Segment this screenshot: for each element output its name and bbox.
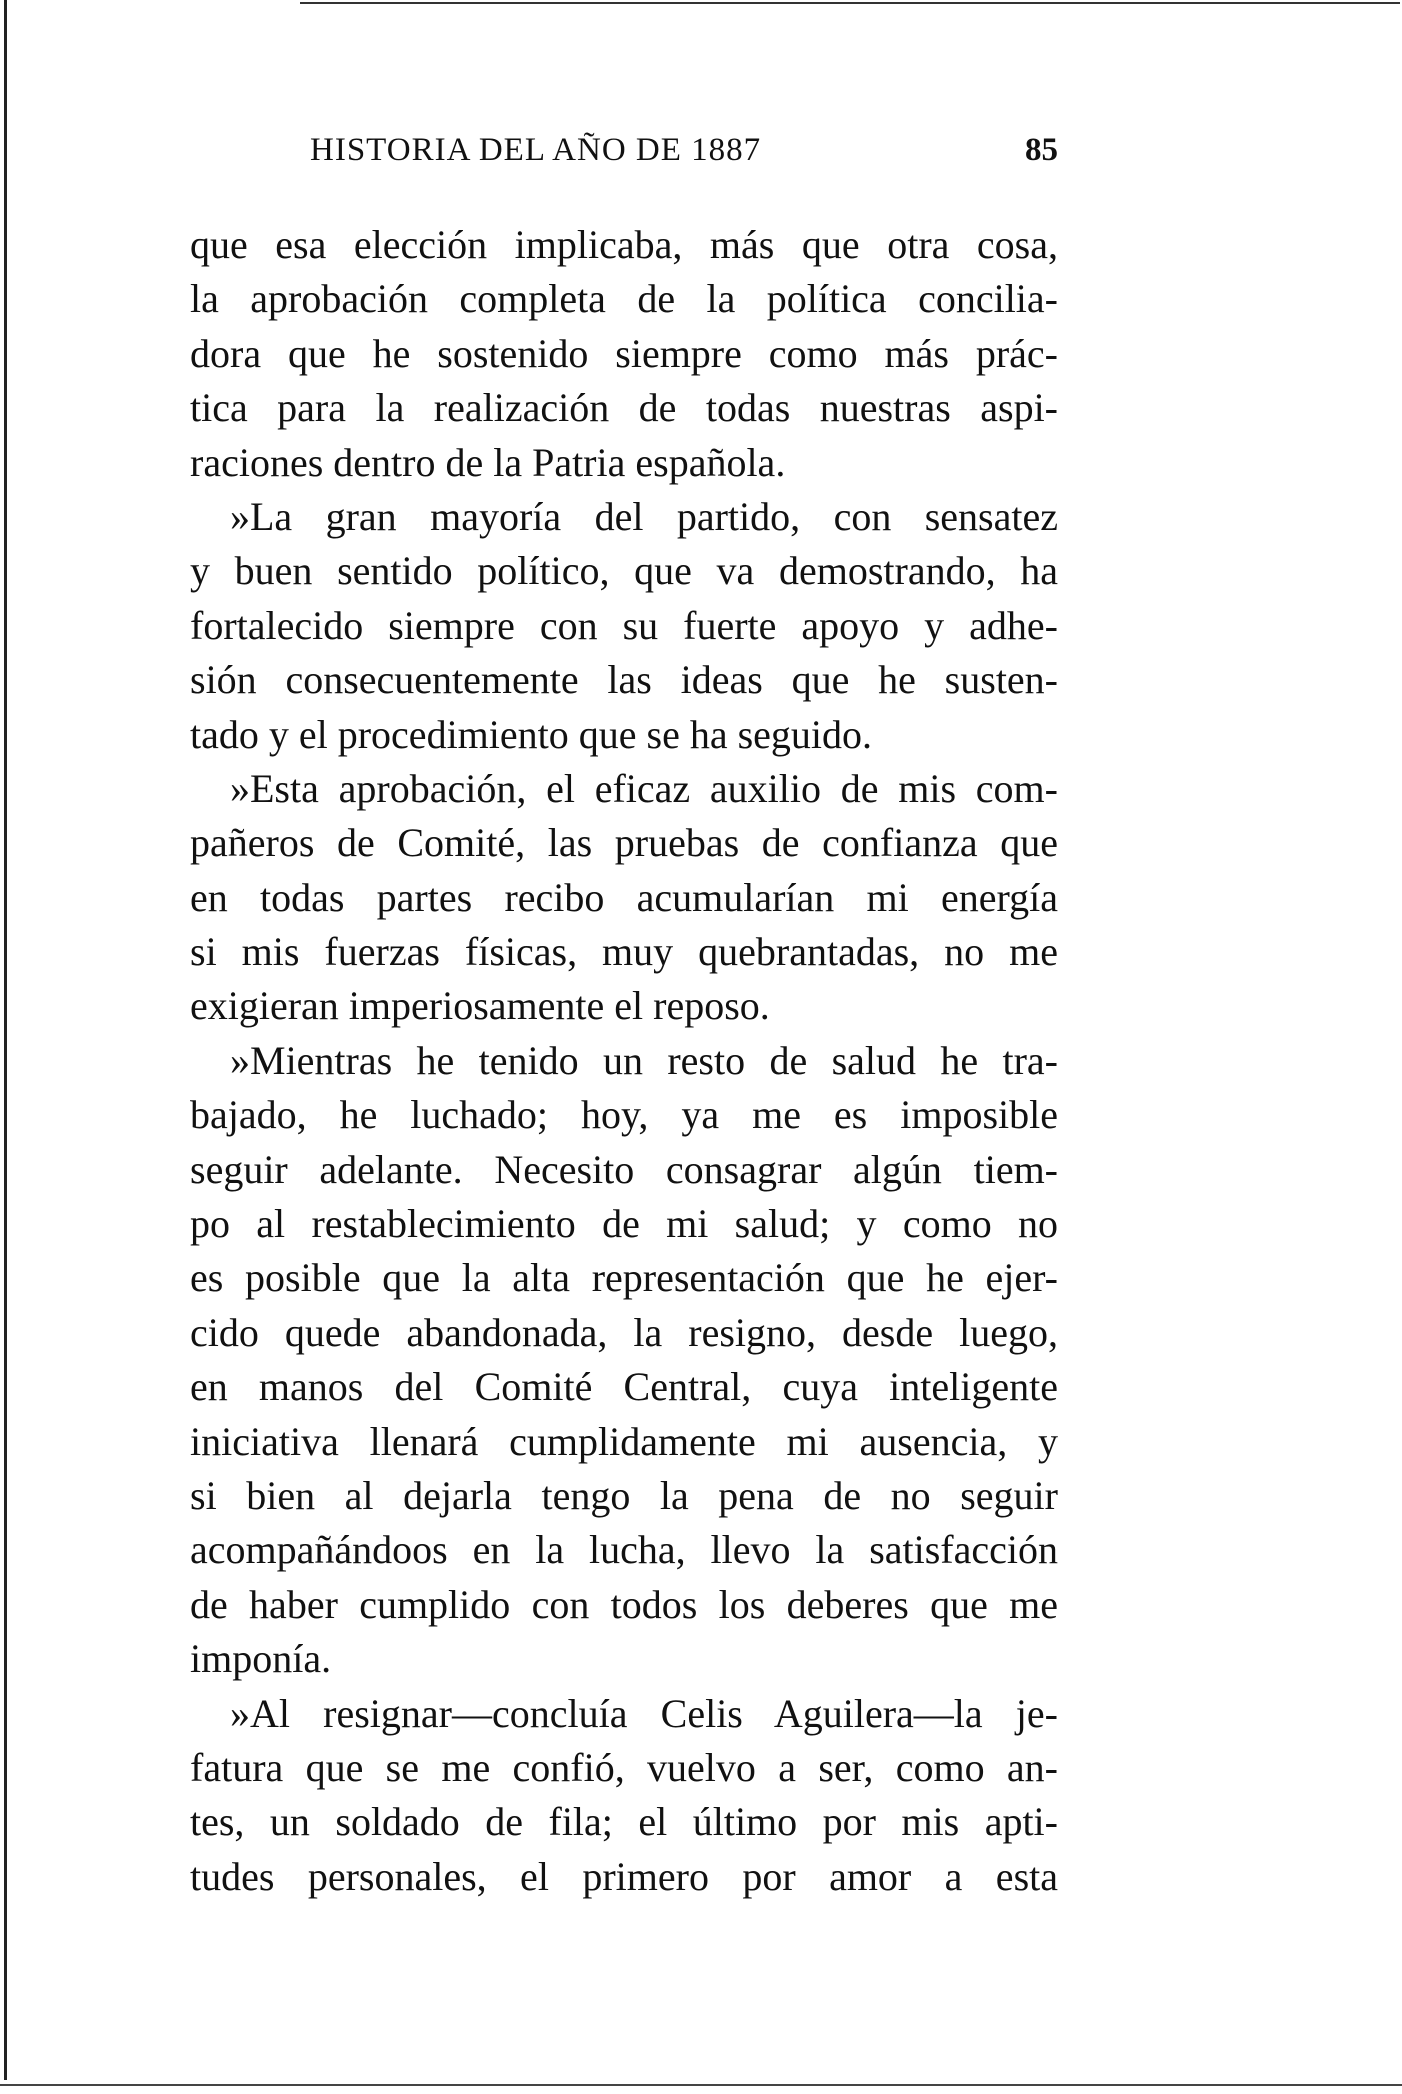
text-line: seguir adelante. Necesito consagrar algún tiem- (190, 1146, 1058, 1192)
text-line: bajado, he luchado; hoy, ya me es imposible (190, 1092, 1058, 1138)
text-line: tes, un soldado de fila; el último por mis apti- (190, 1799, 1058, 1845)
text-line: de haber cumplido con todos los deberes que me (190, 1581, 1058, 1627)
text-line: es posible que la alta representación que he ejer- (190, 1255, 1058, 1301)
text-line: que esa elección implicaba, más que otra cosa, (190, 222, 1058, 267)
text-line: fatura que se me confió, vuelvo a ser, como an- (190, 1744, 1058, 1790)
text-line: si bien al dejarla tengo la pena de no seguir (190, 1472, 1058, 1518)
text-line: en todas partes recibo acumularían mi energía (190, 874, 1058, 920)
body-text (190, 218, 1058, 1904)
text-line: po al restablecimiento de mi salud; y como no (190, 1201, 1058, 1247)
text-line: cido quede abandonada, la resigno, desde luego, (190, 1309, 1058, 1355)
text-line: tudes personales, el primero por amor a esta (190, 1853, 1058, 1899)
running-head (190, 128, 1058, 172)
text-line: y buen sentido político, que va demostrando, ha (190, 548, 1058, 594)
scan-edge-bottom (0, 2084, 1402, 2086)
text-line: pañeros de Comité, las pruebas de confianza que (190, 820, 1058, 866)
text-line: »La gran mayoría del partido, con sensatez (230, 493, 1058, 539)
text-line: acompañándoos en la lucha, llevo la satisfacción (190, 1527, 1058, 1573)
text-line: iniciativa llenará cumplidamente mi ausencia, y (190, 1418, 1058, 1464)
text-line: tica para la realización de todas nuestras aspi- (190, 385, 1058, 431)
text-line: fortalecido siempre con su fuerte apoyo y adhe- (190, 602, 1058, 648)
scan-edge-left (4, 0, 7, 2080)
text-line: en manos del Comité Central, cuya inteligente (190, 1364, 1058, 1410)
scan-edge-top (300, 2, 1400, 4)
text-line: tado y el procedimiento que se ha seguido. (190, 711, 873, 757)
text-line: exigieran imperiosamente el reposo. (190, 983, 770, 1029)
page-number: 85 (1025, 132, 1058, 168)
text-line: »Mientras he tenido un resto de salud he tra- (230, 1037, 1058, 1083)
running-title: HISTORIA DEL AÑO DE 1887 (310, 132, 762, 168)
text-line: imponía. (190, 1636, 332, 1682)
text-line: dora que he sostenido siempre como más prác- (190, 330, 1058, 376)
text-line: raciones dentro de la Patria española. (190, 439, 786, 485)
text-line: si mis fuerzas físicas, muy quebrantadas, no me (190, 929, 1058, 975)
text-line: »Esta aprobación, el eficaz auxilio de mis com- (230, 765, 1058, 811)
text-line: sión consecuentemente las ideas que he susten- (190, 657, 1058, 703)
text-line: »Al resignar—concluía Celis Aguilera—la je- (230, 1690, 1058, 1736)
text-line: la aprobación completa de la política concilia- (190, 276, 1058, 322)
